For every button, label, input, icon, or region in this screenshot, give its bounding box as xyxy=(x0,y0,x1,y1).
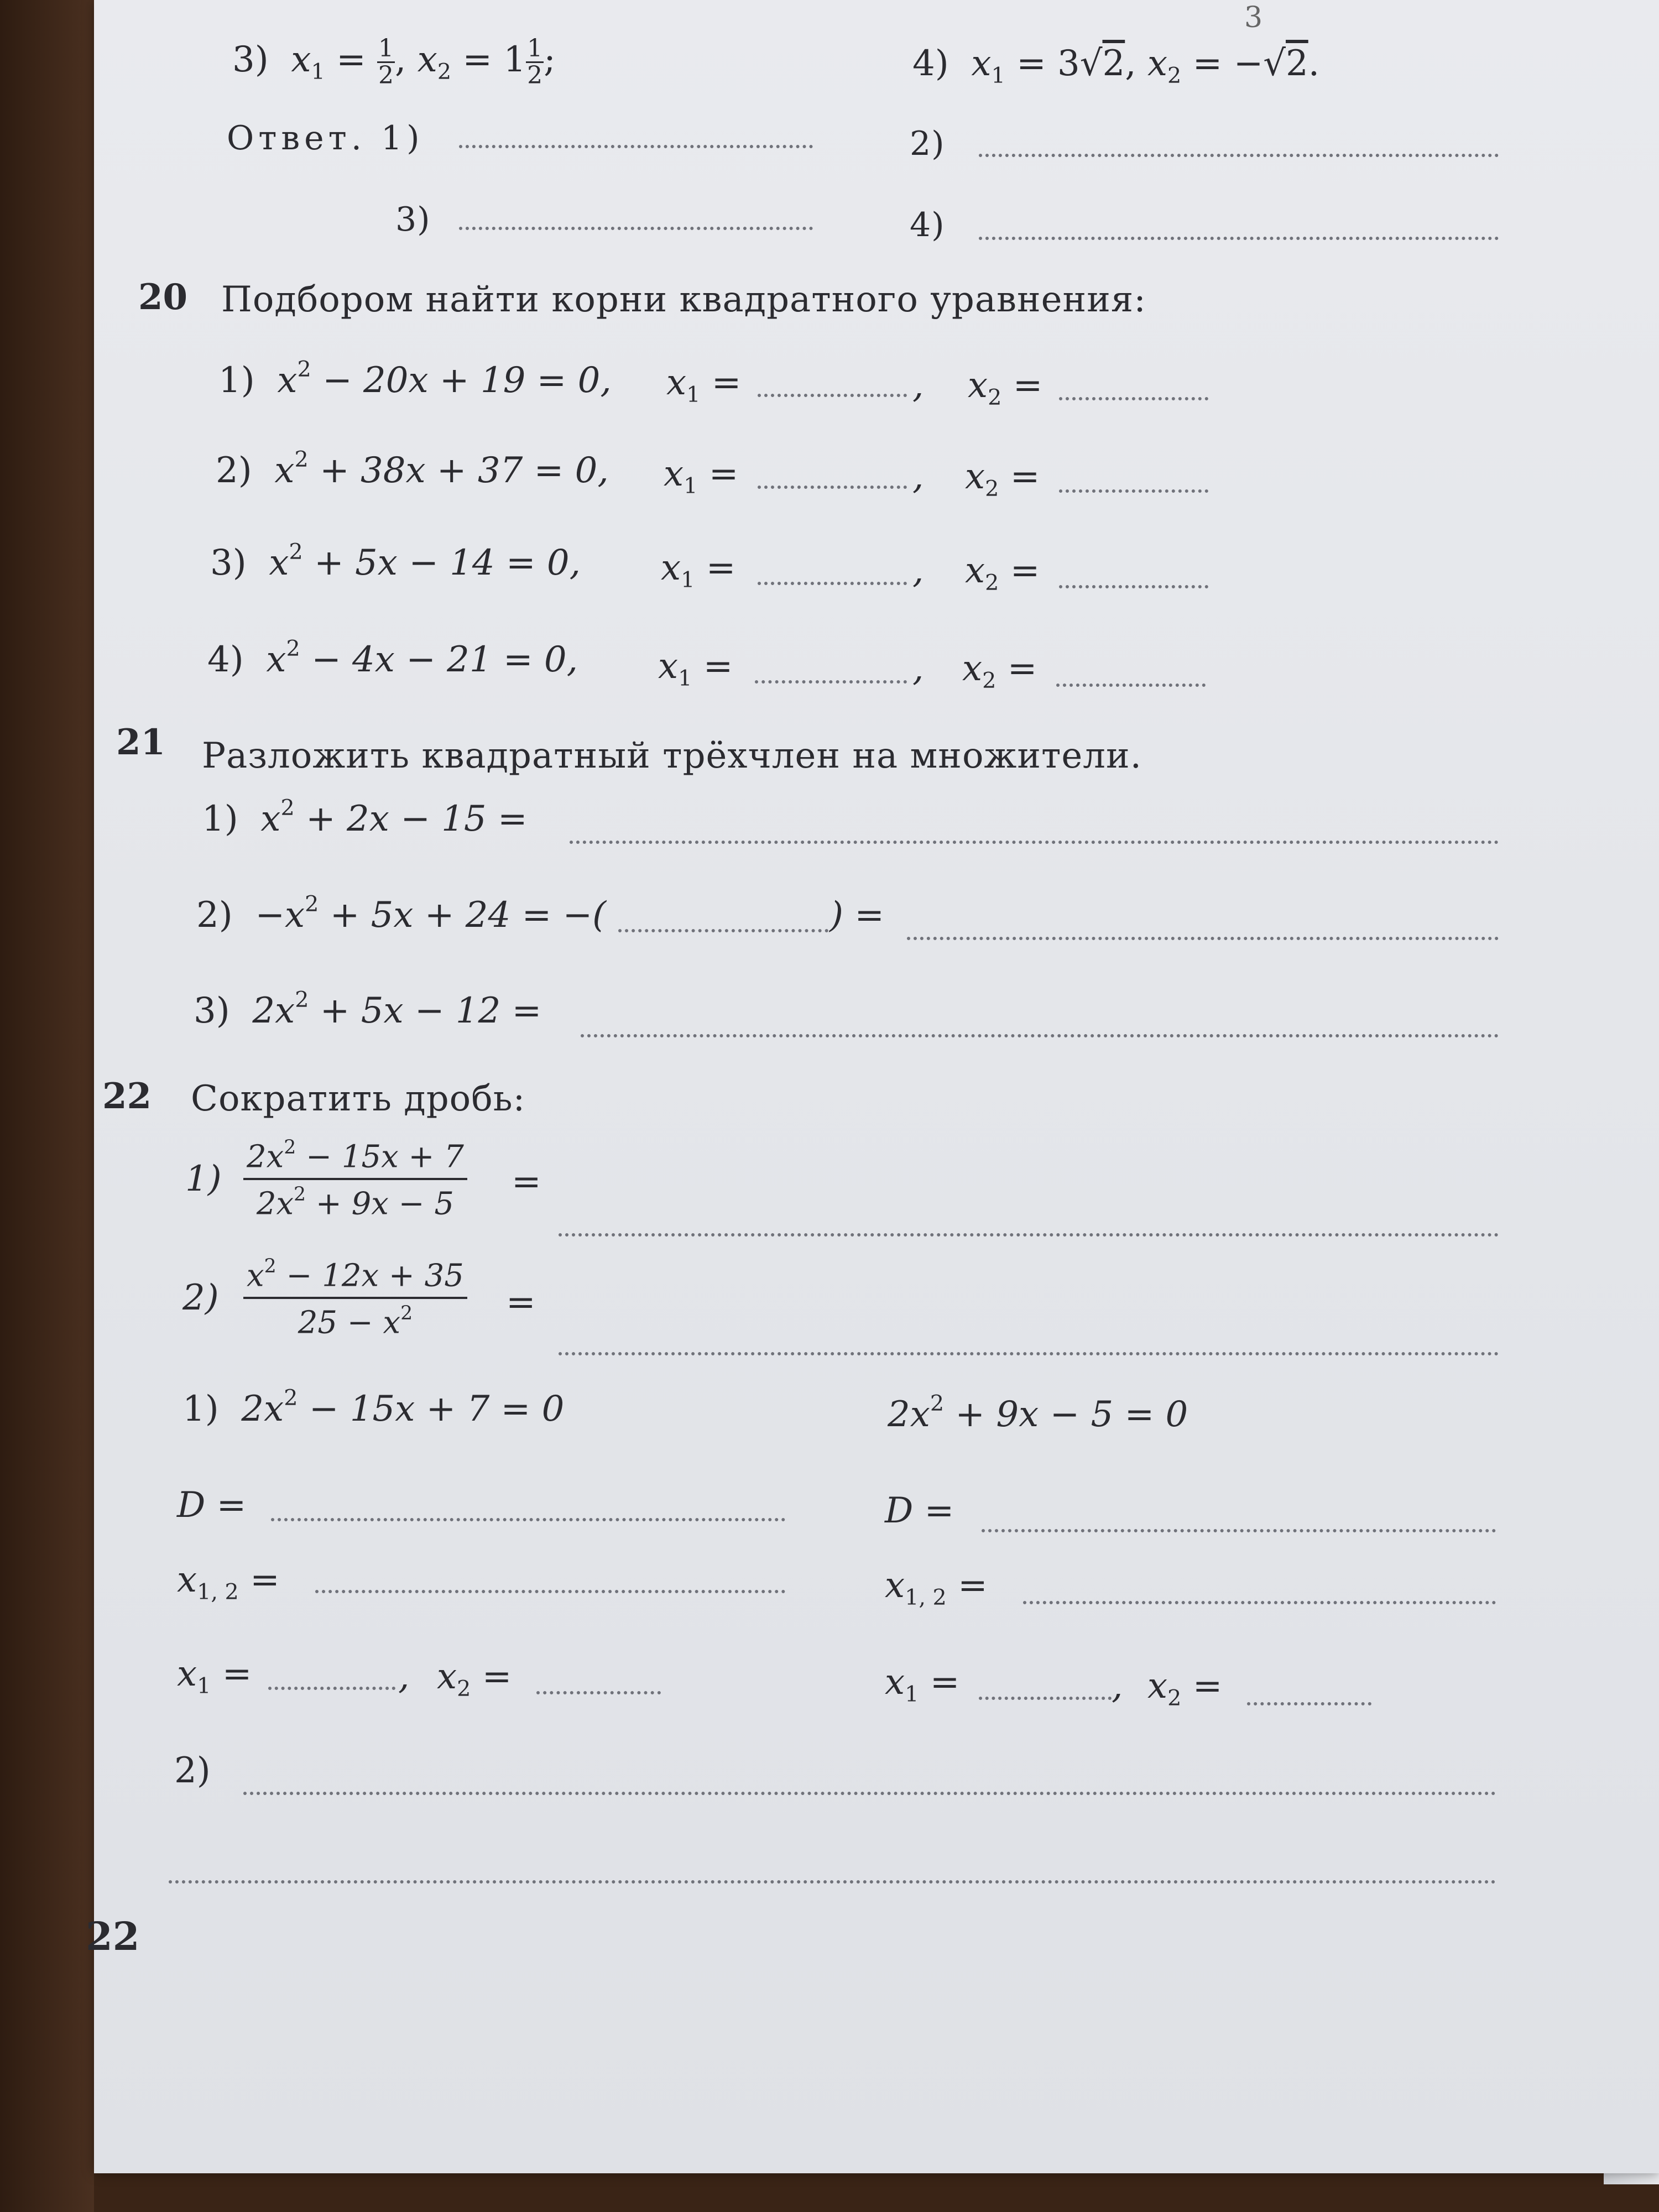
var-x: x xyxy=(266,639,286,680)
equals: = xyxy=(1001,365,1043,406)
subscript: 2 xyxy=(982,667,997,693)
x2-blank-right[interactable] xyxy=(1247,1702,1371,1705)
term: x xyxy=(260,798,281,839)
x1-label xyxy=(885,1662,959,1707)
x1-blank-left[interactable] xyxy=(268,1687,395,1690)
task-number-22: 22 xyxy=(102,1076,152,1117)
x2-label xyxy=(962,648,1037,693)
term: 2x xyxy=(252,990,295,1031)
reduce-blank-1[interactable] xyxy=(559,1233,1499,1237)
fraction xyxy=(526,36,544,88)
exponent: 2 xyxy=(286,636,300,661)
item-label: 2) xyxy=(216,450,252,491)
exponent: 2 xyxy=(930,1391,945,1416)
fraction-1-label: 1) xyxy=(185,1159,222,1199)
exponent: 2 xyxy=(294,447,309,472)
x2-label xyxy=(965,550,1040,596)
comma: , xyxy=(1112,1666,1123,1707)
answer-label-3: 3) xyxy=(395,200,431,239)
equation-rest: − 4x − 21 = 0, xyxy=(300,639,578,680)
subscript: 2 xyxy=(1167,1685,1182,1711)
item-label: 1) xyxy=(182,1388,219,1430)
x1-label xyxy=(666,362,741,408)
x1-label xyxy=(658,646,733,691)
discriminant-label: D = xyxy=(177,1485,247,1526)
exponent: 2 xyxy=(280,795,295,821)
equals: = xyxy=(692,646,733,687)
fraction-1 xyxy=(243,1136,467,1222)
equation-rest: − 15x + 7 = 0 xyxy=(298,1388,565,1430)
x1-blank-2[interactable] xyxy=(758,486,907,489)
answer-blank-1[interactable] xyxy=(459,145,813,148)
subscript: 1 xyxy=(684,473,698,499)
equals: = xyxy=(506,1282,536,1323)
task20-row-2 xyxy=(216,447,609,491)
fraction-2 xyxy=(243,1255,467,1341)
exponent: 2 xyxy=(297,357,311,382)
equals: = 1 xyxy=(451,39,526,81)
radicand: 2 xyxy=(1102,43,1125,84)
item-label: 1) xyxy=(202,798,238,839)
equals: = xyxy=(211,1653,252,1694)
x2-blank-left[interactable] xyxy=(536,1691,661,1694)
equals: = xyxy=(996,648,1037,689)
task-20-title: Подбором найти корни квадратного уравнения: xyxy=(221,279,1146,320)
var-x: x xyxy=(965,550,985,591)
var-x: x xyxy=(177,1653,197,1694)
separator: , xyxy=(395,39,418,81)
var-x: x xyxy=(291,39,311,81)
x1-label xyxy=(661,547,735,593)
answer-blank-2[interactable] xyxy=(979,154,1499,157)
equals: = xyxy=(695,547,736,588)
answer-label: Ответ. 1) xyxy=(227,119,424,158)
task-number-20: 20 xyxy=(138,276,188,318)
exponent: 2 xyxy=(400,1302,413,1325)
roots-label xyxy=(885,1565,988,1610)
var-x: x xyxy=(971,43,992,84)
subscript: 2 xyxy=(457,1676,471,1702)
subscript: 2 xyxy=(988,384,1002,410)
work-equation-2 xyxy=(888,1391,1188,1435)
var-x: x xyxy=(661,547,681,588)
item-label: 4) xyxy=(912,43,949,84)
subscript: 2 xyxy=(985,570,999,596)
term: −x xyxy=(255,894,305,936)
subscript: 1 xyxy=(905,1681,919,1707)
answer-label-2: 2) xyxy=(910,124,945,163)
equation-rest: + 5x − 14 = 0, xyxy=(302,542,581,583)
exponent: 2 xyxy=(289,539,303,565)
discriminant-label: D = xyxy=(885,1490,954,1531)
numerator xyxy=(243,1255,467,1297)
var-x: x xyxy=(885,1565,905,1606)
var-x: x xyxy=(965,456,985,497)
equals: = xyxy=(999,550,1040,591)
task20-row-4 xyxy=(207,636,578,680)
exponent: 2 xyxy=(284,1385,298,1411)
work-2-blank-2[interactable] xyxy=(169,1880,1496,1884)
x1-blank-3[interactable] xyxy=(758,582,907,585)
numerator: 1 xyxy=(527,34,543,62)
discriminant-blank-1[interactable] xyxy=(271,1518,785,1521)
value: = − xyxy=(1181,43,1264,84)
task19-item3 xyxy=(232,36,556,88)
var-x: x xyxy=(962,648,983,689)
work-2-label: 2) xyxy=(174,1750,211,1791)
equation-rest: + 5x + 24 = −( xyxy=(319,894,607,936)
roots-blank-2[interactable] xyxy=(1023,1601,1496,1604)
subscript: 1, 2 xyxy=(905,1584,947,1610)
factor-blank-2[interactable] xyxy=(907,937,1499,940)
equals: = xyxy=(325,39,378,81)
item-label: 4) xyxy=(207,639,244,680)
equals: = xyxy=(471,1656,512,1697)
term: + 9x − 5 xyxy=(306,1186,455,1222)
term: 2x xyxy=(247,1139,284,1175)
page-number: 22 xyxy=(86,1913,140,1959)
task20-row-1 xyxy=(218,357,612,401)
x2-blank-1[interactable] xyxy=(1059,397,1208,400)
task21-row-3 xyxy=(194,987,541,1031)
subscript: 2 xyxy=(437,59,452,85)
radicand: 2 xyxy=(1286,43,1308,84)
x1-blank-1[interactable] xyxy=(758,394,907,397)
task19-item4: 4) $x_1 = 3√2$, $x_2 = -√2$. xyxy=(912,43,1320,88)
task21-row-1 xyxy=(202,795,528,839)
term: 2x xyxy=(241,1388,284,1430)
subscript: 2 xyxy=(1167,62,1182,88)
subscript: 1 xyxy=(991,62,1005,88)
var-x: x xyxy=(968,365,988,406)
answer-label-4: 4) xyxy=(910,206,945,244)
exponent: 2 xyxy=(264,1255,276,1277)
punctuation: ; xyxy=(544,39,556,81)
denominator: 2 xyxy=(378,61,394,90)
task21-row-2 xyxy=(196,891,606,936)
var-x: x xyxy=(274,450,295,491)
table-surface xyxy=(0,0,94,2212)
work-2-blank-1[interactable] xyxy=(243,1792,1496,1795)
equals: = xyxy=(946,1565,988,1606)
var-x: x xyxy=(417,39,437,81)
comma: , xyxy=(912,365,924,406)
var-x: x xyxy=(437,1656,457,1697)
equation-rest: − 20x + 19 = 0, xyxy=(311,359,612,401)
equation-rest: + 5x − 12 = xyxy=(309,990,542,1031)
x2-blank-4[interactable] xyxy=(1056,684,1206,687)
x2-label xyxy=(1147,1666,1222,1711)
separator: , xyxy=(1125,43,1147,84)
term: 25 − x xyxy=(298,1305,401,1341)
var-x: x xyxy=(1147,1666,1168,1707)
x2-label xyxy=(965,456,1040,502)
equation-rest: + 2x − 15 = xyxy=(294,798,528,839)
item-label: 3) xyxy=(232,39,269,81)
value: = 3 xyxy=(1005,43,1080,84)
exponent: 2 xyxy=(305,891,319,917)
term: x xyxy=(247,1258,264,1294)
comma: , xyxy=(912,648,924,689)
equals: = xyxy=(1181,1666,1223,1707)
denominator: 2 xyxy=(527,61,543,90)
var-x: x xyxy=(269,542,289,583)
x1-blank-right[interactable] xyxy=(979,1697,1112,1700)
x2-label xyxy=(968,365,1042,410)
var-x: x xyxy=(1147,43,1168,84)
task20-row-3 xyxy=(210,539,581,583)
item-label: 3) xyxy=(194,990,230,1031)
item-label: 2) xyxy=(196,894,233,936)
margin-mark: 3 xyxy=(1244,1,1263,34)
fraction xyxy=(377,36,395,88)
x2-blank-3[interactable] xyxy=(1059,585,1208,588)
closing-bracket: ) = xyxy=(830,895,884,936)
roots-label xyxy=(177,1559,280,1605)
exponent: 2 xyxy=(284,1136,296,1159)
var-x: x xyxy=(177,1559,197,1600)
item-label: 1) xyxy=(218,359,255,401)
comma: , xyxy=(912,456,924,497)
x1-label xyxy=(664,453,738,499)
var-x: x xyxy=(885,1662,905,1703)
subscript: 1 xyxy=(311,59,325,85)
factor-blank-1[interactable] xyxy=(570,841,1499,844)
term: − 15x + 7 xyxy=(296,1139,464,1175)
equals: = xyxy=(999,456,1040,497)
task-number-21: 21 xyxy=(116,722,166,763)
answer-blank-4[interactable] xyxy=(979,237,1499,240)
denominator xyxy=(243,1297,467,1340)
roots-blank-1[interactable] xyxy=(315,1590,785,1593)
subscript: 1 xyxy=(686,382,701,408)
x2-label xyxy=(437,1656,512,1702)
equals: = xyxy=(700,362,742,403)
task-21-title: Разложить квадратный трёхчлен на множители. xyxy=(202,735,1142,776)
comma: , xyxy=(398,1656,410,1697)
var-x: x xyxy=(664,453,684,494)
equals: = xyxy=(512,1161,541,1202)
equation-rest: + 38x + 37 = 0, xyxy=(308,450,609,491)
equals: = xyxy=(697,453,739,494)
var-x: x xyxy=(277,359,298,401)
equation-rest: + 9x − 5 = 0 xyxy=(944,1394,1188,1435)
subscript: 1 xyxy=(678,665,692,691)
factor-blank-3[interactable] xyxy=(581,1034,1499,1037)
term: 2x xyxy=(256,1186,294,1222)
subscript: 2 xyxy=(985,476,999,502)
x1-label xyxy=(177,1653,252,1699)
exponent: 2 xyxy=(294,1183,306,1206)
comma: , xyxy=(912,550,924,591)
fraction-2-label: 2) xyxy=(182,1277,219,1318)
exponent: 2 xyxy=(295,987,309,1013)
factor-inner-blank[interactable] xyxy=(618,929,828,932)
task-22-title: Сократить дробь: xyxy=(191,1078,526,1119)
subscript: 1, 2 xyxy=(197,1579,239,1605)
denominator xyxy=(243,1178,467,1222)
discriminant-blank-2[interactable] xyxy=(982,1529,1496,1532)
subscript: 1 xyxy=(681,567,695,593)
numerator xyxy=(243,1136,467,1178)
answer-blank-3[interactable] xyxy=(459,227,813,230)
reduce-blank-2[interactable] xyxy=(559,1352,1499,1355)
x1-blank-4[interactable] xyxy=(755,680,907,684)
punctuation: . xyxy=(1308,43,1320,84)
var-x: x xyxy=(666,362,687,403)
equals: = xyxy=(238,1559,280,1600)
work-equation-1 xyxy=(182,1385,564,1430)
x2-blank-2[interactable] xyxy=(1059,489,1208,493)
var-x: x xyxy=(658,646,679,687)
subscript: 1 xyxy=(197,1673,211,1699)
term: 2x xyxy=(888,1394,930,1435)
term: − 12x + 35 xyxy=(276,1258,464,1294)
item-label: 3) xyxy=(210,542,247,583)
equals: = xyxy=(919,1662,960,1703)
numerator: 1 xyxy=(378,34,394,62)
